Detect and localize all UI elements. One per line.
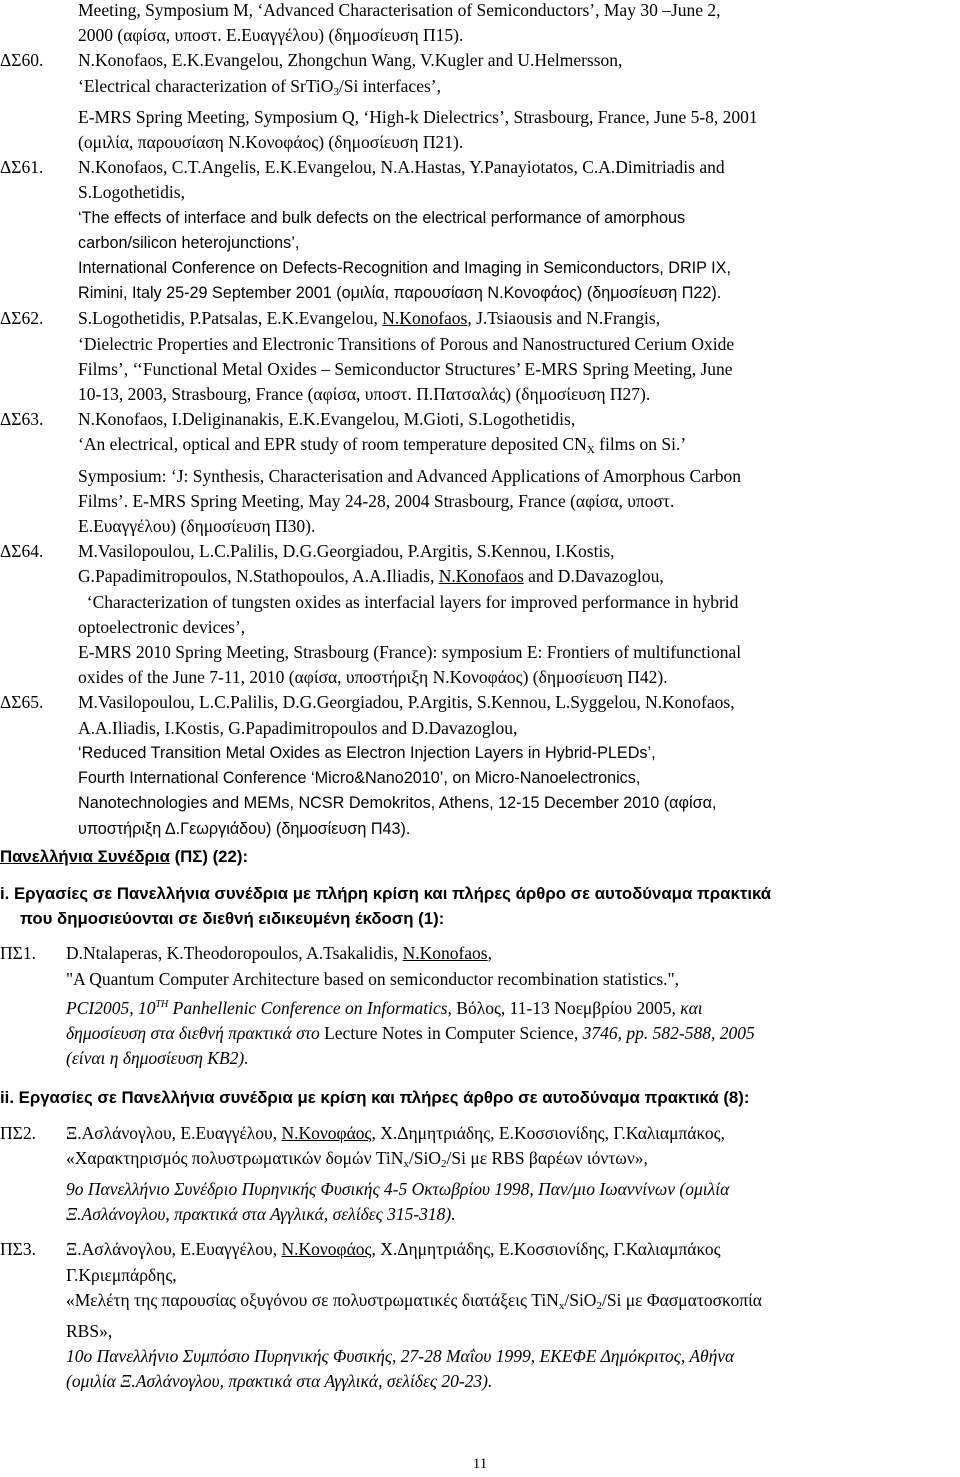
entry-number: ΠΣ1.: [0, 943, 36, 964]
entry-venue: Ξ.Ασλάνογλου, πρακτικά στα Αγγλικά, σελίδες 315-318).: [66, 1204, 456, 1225]
page-number: 11: [472, 1456, 488, 1472]
entry-authors: N.Konofaos, I.Deliginanakis, E.K.Evangelou, M.Gioti, S.Logothetidis,: [78, 409, 576, 430]
entry-ds63: [0, 407, 960, 539]
subsection-title: που δημοσιεύονται σε διεθνή ειδικευμένη έκδοση (1):: [20, 909, 445, 929]
entry-venue: International Conference on Defects-Recognition and Imaging in Semiconductors, DRIP IX,: [78, 259, 731, 278]
section-heading: Πανελλήνια Συνέδρια (ΠΣ) (22):: [0, 846, 249, 866]
entry-venue: oxides of the June 7-11, 2010 (αφίσα, υποστήριξη Ν.Κονοφάος) (δημοσίευση Π42).: [78, 667, 668, 688]
entry-venue: PCI2005, 10TH Panhellenic Conference on Informatics, Βόλος, 11-13 Νοεμβρίου 2005, και: [66, 997, 703, 1018]
entry-venue: Symposium: ‘J: Synthesis, Characterisation and Advanced Applications of Amorphous Carbon: [78, 465, 741, 486]
entry-venue: Nanotechnologies and MEMs, NCSR Demokritos, Athens, 12-15 December 2010 (αφίσα,: [78, 794, 717, 813]
entry-authors: Ξ.Ασλάνογλου, Ε.Ευαγγέλου, Ν.Κονοφάος, Χ.Δημητριάδης, Ε.Κοσσιονίδης, Γ.Καλιαμπάκος: [66, 1239, 721, 1260]
entry-note: (ομιλία, παρουσίαση Ν.Κονοφάος) (δημοσίευση Π21).: [78, 132, 464, 153]
entry-authors: S.Logothetidis,: [78, 182, 185, 203]
entry-venue: Rimini, Italy 25-29 September 2001 (ομιλία, παρουσίαση Ν.Κονοφάος) (δημοσίευση Π22).: [78, 284, 722, 303]
entry-venue: Fourth International Conference ‘Micro&Nano2010’, on Micro-Nanoelectronics,: [78, 769, 641, 788]
entry-venue: δημοσίευση στα διεθνή πρακτικά στο Lecture Notes in Computer Science, 3746, pp. 582-588, 2005: [66, 1022, 755, 1043]
entry-number: ΔΣ65.: [0, 692, 44, 713]
entry-title: ‘An electrical, optical and EPR study of room temperature deposited $CN_X$ films on Si.’: [78, 434, 687, 457]
entry-venue: E-MRS 2010 Spring Meeting, Strasbourg (France): symposium E: Frontiers of multifunctional: [78, 642, 742, 663]
entry-title: Films’, ‘‘Functional Metal Oxides – Semiconductor Structures’ E-MRS Spring Meeting, June: [78, 358, 733, 379]
entry-title: ‘Electrical characterization of SrTiO$_3$/Si interfaces’,: [78, 75, 441, 98]
entry-authors: A.A.Iliadis, I.Kostis, G.Papadimitropoulos and D.Davazoglou,: [78, 717, 518, 738]
entry-title: carbon/silicon heterojunctions’,: [78, 233, 300, 252]
entry-number: ΔΣ63.: [0, 409, 44, 430]
subsection-heading-i: [0, 881, 960, 931]
entry-title: ‘The effects of interface and bulk defects on the electrical performance of amorphous: [78, 208, 686, 227]
entry-ps2: [0, 1121, 960, 1228]
entry-title: «Μελέτη της παρουσίας οξυγόνου σε πολυστρωματικές διατάξεις TiN$_x$/SiO$_2$/Si με Φασματοσκοπία: [66, 1289, 762, 1312]
entry-venue: 10o Πανελλήνιο Συμπόσιο Πυρηνικής Φυσικής, 27-28 Μαΐου 1999, ΕΚΕΦΕ Δημόκριτος, Αθήνα: [66, 1346, 735, 1367]
entry-venue: υποστήριξη Δ.Γεωργιάδου) (δημοσίευση Π43).: [78, 819, 411, 838]
entry-venue: Ε.Ευαγγέλου) (δημοσίευση Π30).: [78, 516, 316, 537]
entry-venue: Films’. E-MRS Spring Meeting, May 24-28, 2004 Strasbourg, France (αφίσα, υποστ.: [78, 490, 675, 511]
entry-continuation: [0, 0, 960, 48]
entry-venue: 10-13, 2003, Strasbourg, France (αφίσα, υποστ. Π.Πατσαλάς) (δημοσίευση Π27).: [78, 384, 651, 405]
entry-authors: N.Konofaos, E.K.Evangelou, Zhongchun Wang, V.Kugler and U.Helmersson,: [78, 50, 623, 71]
entry-authors: S.Logothetidis, P.Patsalas, E.K.Evangelou, N.Konofaos, J.Tsiaousis and N.Frangis,: [78, 308, 661, 329]
entry-title: ‘Dielectric Properties and Electronic Transitions of Porous and Nanostructured Cerium Oxide: [78, 333, 735, 354]
entry-authors: M.Vasilopoulou, L.C.Palilis, D.G.Georgiadou, P.Argitis, S.Kennou, L.Syggelou, N.Konofaos,: [78, 692, 735, 713]
entry-title: ‘Reduced Transition Metal Oxides as Electron Injection Layers in Hybrid-PLEDs’,: [78, 743, 656, 762]
entry-number: ΔΣ62.: [0, 308, 44, 329]
subsection-title: ii. Εργασίες σε Πανελλήνια συνέδρια με κρίση και πλήρες άρθρο σε αυτοδύναμα πρακτικά (8):: [0, 1088, 750, 1108]
entry-venue: 9o Πανελλήνιο Συνέδριο Πυρηνικής Φυσικής 4-5 Οκτωβρίου 1998, Παν/μιο Ιωαννίνων (ομιλία: [66, 1178, 730, 1199]
entry-ps1: [0, 941, 960, 1071]
entry-title: RBS»,: [66, 1320, 113, 1341]
text-line: Meeting, Symposium M, ‘Advanced Characterisation of Semiconductors’, May 30 –June 2,: [78, 0, 721, 20]
subsection-heading-ii: [0, 1085, 960, 1110]
subsection-title: i. Εργασίες σε Πανελλήνια συνέδρια με πλήρη κρίση και πλήρες άρθρο σε αυτοδύναμα πρακτικά: [0, 883, 772, 903]
entry-number: ΔΣ61.: [0, 157, 44, 178]
entry-ps3: [0, 1237, 960, 1394]
entry-authors: G.Papadimitropoulos, N.Stathopoulos, A.A.Iliadis, N.Konofaos and D.Davazoglou,: [78, 566, 664, 587]
entry-number: ΠΣ2.: [0, 1122, 36, 1143]
text-line: 2000 (αφίσα, υποστ. Ε.Ευαγγέλου) (δημοσίευση Π15).: [78, 25, 464, 46]
entry-title: ‘Characterization of tungsten oxides as interfacial layers for improved performance in hybrid: [78, 591, 739, 612]
entry-ds65: [0, 690, 960, 841]
entry-ds60: [0, 48, 960, 155]
entry-authors: M.Vasilopoulou, L.C.Palilis, D.G.Georgiadou, P.Argitis, S.Kennou, I.Kostis,: [78, 541, 615, 562]
entry-title: «Χαρακτηρισμός πολυστρωματικών δομών TiN$_x$/SiO$_2$/Si με RBS βαρέων ιόντων»,: [66, 1147, 648, 1170]
entry-title: "A Quantum Computer Architecture based on semiconductor recombination statistics.",: [66, 968, 680, 989]
entry-venue: (ομιλία Ξ.Ασλάνογλου, πρακτικά στα Αγγλικά, σελίδες 20-23).: [66, 1371, 493, 1392]
entry-authors: Ξ.Ασλάνογλου, Ε.Ευαγγέλου, Ν.Κονοφάος, Χ.Δημητριάδης, Ε.Κοσσιονίδης, Γ.Καλιαμπάκος,: [66, 1122, 725, 1143]
entry-title: optoelectronic devices’,: [78, 616, 246, 637]
entry-authors: Γ.Κριεμπάρδης,: [66, 1264, 177, 1285]
entry-note: (είναι η δημοσίευση ΚΒ2).: [66, 1048, 249, 1069]
entry-ds64: [0, 539, 960, 690]
entry-number: ΠΣ3.: [0, 1239, 36, 1260]
entry-ds61: [0, 155, 960, 306]
entry-venue: E-MRS Spring Meeting, Symposium Q, ‘High-k Dielectrics’, Strasbourg, France, June 5-8, 2001: [78, 106, 758, 127]
entry-number: ΔΣ60.: [0, 50, 44, 71]
entry-authors: D.Ntalaperas, K.Theodoropoulos, A.Tsakalidis, N.Konofaos,: [66, 943, 492, 964]
entry-number: ΔΣ64.: [0, 541, 44, 562]
entry-ds62: [0, 306, 960, 407]
entry-authors: N.Konofaos, C.T.Angelis, E.K.Evangelou, N.A.Hastas, Y.Panayiotatos, C.A.Dimitriadis and: [78, 157, 725, 178]
